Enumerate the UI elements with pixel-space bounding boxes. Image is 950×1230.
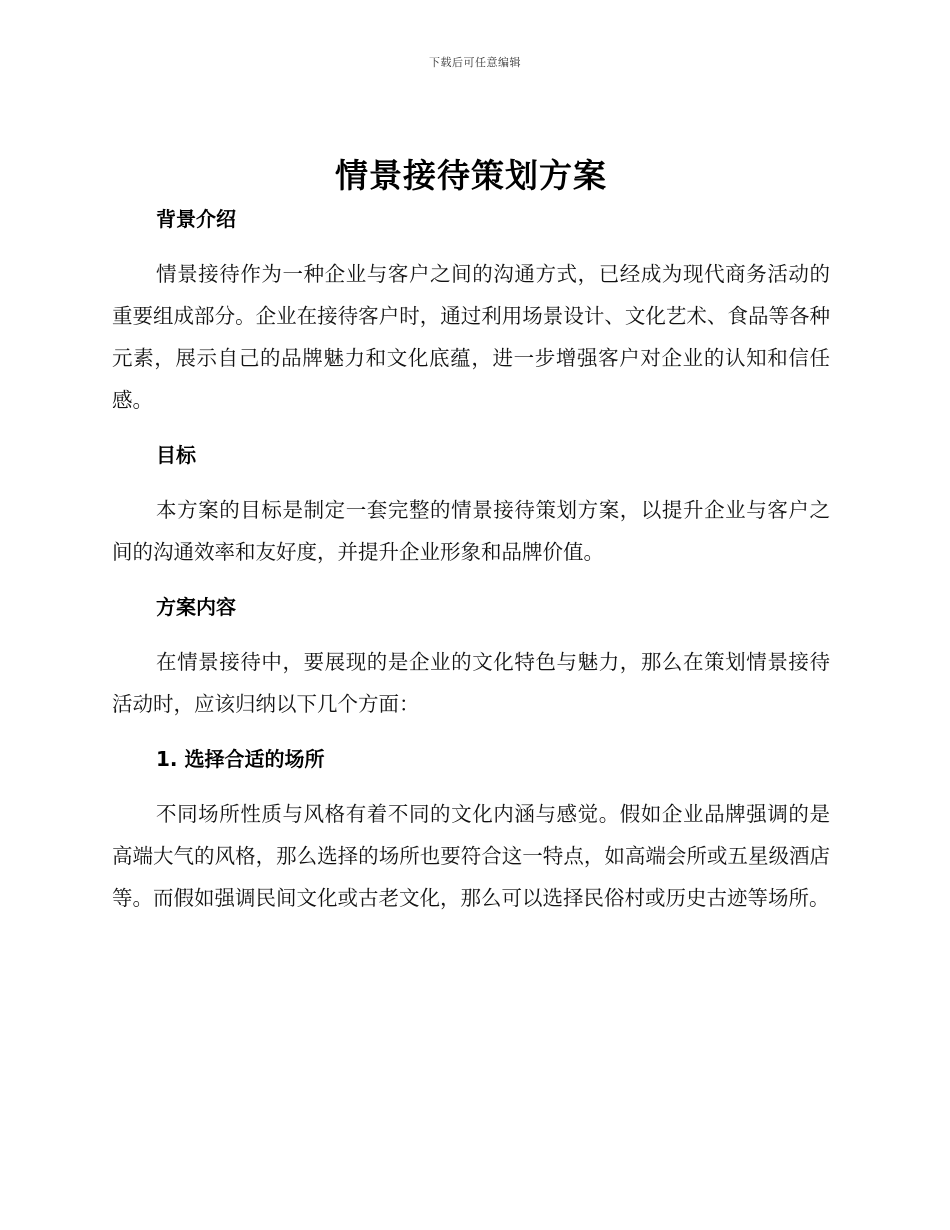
document-title: 情景接待策划方案 (335, 156, 607, 195)
paragraph-goal: 本方案的目标是制定一套完整的情景接待策划方案，以提升企业与客户之间的沟通效率和友好度，并提升企业形象和品牌价值。 (112, 498, 830, 564)
document-body (112, 150, 830, 941)
section-heading-background: 背景介绍 (156, 207, 236, 231)
section-heading-plan-content: 方案内容 (156, 595, 236, 619)
section-heading-venue: 1. 选择合适的场所 (156, 747, 325, 771)
paragraph-plan-content: 在情景接待中，要展现的是企业的文化特色与魅力，那么在策划情景接待活动时，应该归纳以下几个方面： (112, 650, 830, 716)
paragraph-venue: 不同场所性质与风格有着不同的文化内涵与感觉。假如企业品牌强调的是高端大气的风格，那么选择的场所也要符合这一特点，如高端会所或五星级酒店等。而假如强调民间文化或古老文化，那么可以选择民俗村或历史古迹等场所。 (112, 802, 830, 910)
header-note: 下载后可任意编辑 (429, 56, 521, 69)
paragraph-background: 情景接待作为一种企业与客户之间的沟通方式，已经成为现代商务活动的重要组成部分。企业在接待客户时，通过利用场景设计、文化艺术、食品等各种元素，展示自己的品牌魅力和文化底蕴，进一步增强客户对企业的认知和信任感。 (112, 262, 830, 412)
section-heading-goal: 目标 (156, 443, 196, 467)
